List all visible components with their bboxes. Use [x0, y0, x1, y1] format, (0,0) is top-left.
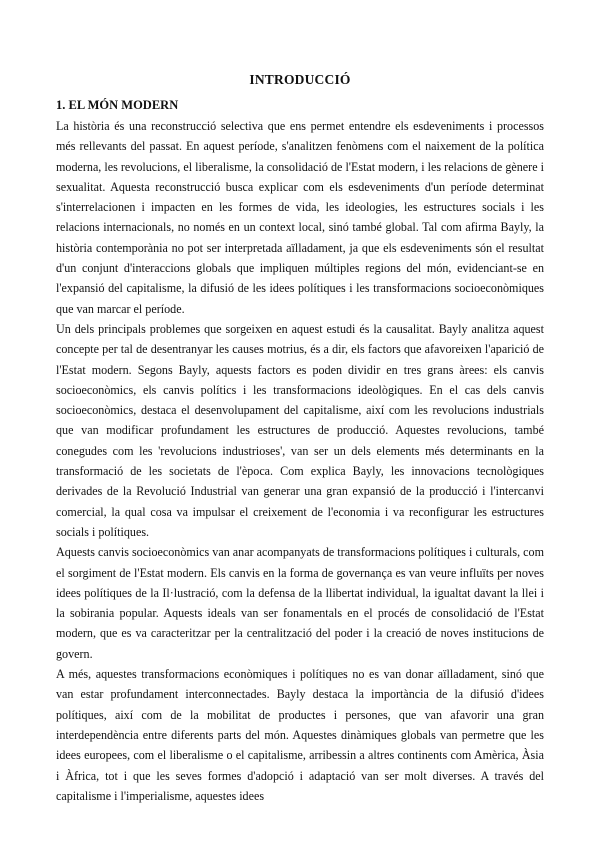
page-title: INTRODUCCIÓ	[249, 72, 351, 87]
paragraph-2: Un dels principals problemes que sorgeixen en aquest estudi és la causalitat. Bayly analitza aquest concepte per tal de desentranyar les causes motrius, és a dir, els factors que afavoreixen l'aparició de l'Estat modern. Segons Bayly, aquests factors es poden dividir en tres grans àrees: els canvis socioeconòmics, els canvis polítics i les transformacions ideològiques. En el cas dels canvis socioeconòmics, destaca el desenvolupament del capitalisme, així com les revolucions industrials que van modificar profundament les estructures de producció. Aquestes revolucions, també conegudes com les 'revolucions industrioses', van ser un dels elements més determinants en la transformació de les societats de l'època. Com explica Bayly, les innovacions tecnològiques derivades de la Revolució Industrial van generar una gran expansió de la producció i l'intercanvi comercial, la qual cosa va impulsar el creixement de l'economia i va reconfigurar les estructures socials i polítiques.	[56, 321, 544, 539]
paragraph-1: La història és una reconstrucció selectiva que ens permet entendre els esdeveniments i processos més rellevants del passat. En aquest període, s'analitzen fenòmens com el naixement de la política moderna, les revolucions, el liberalisme, la consolidació de l'Estat modern, i les relacions de gènere i sexualitat. Aquesta reconstrucció busca explicar com els esdeveniments d'un període determinat s'interrelacionen i impacten en les formes de vida, les ideologies, les estructures socials i les relacions internacionals, no només en un context local, sinó també global. Tal com afirma Bayly, la història contemporània no pot ser interpretada aïlladament, ja que els esdeveniments són el resultat d'un conjunt d'interaccions globals que impliquen múltiples regions del món, evidenciant-se en l'expansió del capitalisme, la difusió de les idees polítiques i les transformacions socioeconòmiques que van marcar el període.	[56, 119, 544, 316]
paragraph-3: Aquests canvis socioeconòmics van anar acompanyats de transformacions polítiques i culturals, com el sorgiment de l'Estat modern. Els canvis en la forma de governança es van veure influïts per noves idees polítiques de la Il·lustració, com la defensa de la llibertat individual, la igualtat davant la llei i la sobirania popular. Aquests ideals van ser fonamentals en el procés de consolidació de l'Estat modern, que es va caracteritzar per la centralització del poder i la creació de noves institucions de govern.	[56, 545, 544, 661]
paragraph-4: A més, aquestes transformacions econòmiques i polítiques no es van donar aïlladament, sinó que van estar profundament interconnectades. Bayly destaca la importància de la difusió d'idees polítiques, així com de la mobilitat de productes i persones, que van afavorir una gran interdependència entre diferents parts del món. Aquestes dinàmiques globals van permetre que les idees europees, com el liberalisme o el capitalisme, arribessin a altres continents com Amèrica, Àsia i Àfrica, tot i que les seves formes d'adopció i adaptació van ser molt diverses. A través del capitalisme i l'imperialisme, aquestes idees	[56, 667, 544, 803]
section-heading: 1. EL MÓN MODERN	[56, 98, 179, 112]
